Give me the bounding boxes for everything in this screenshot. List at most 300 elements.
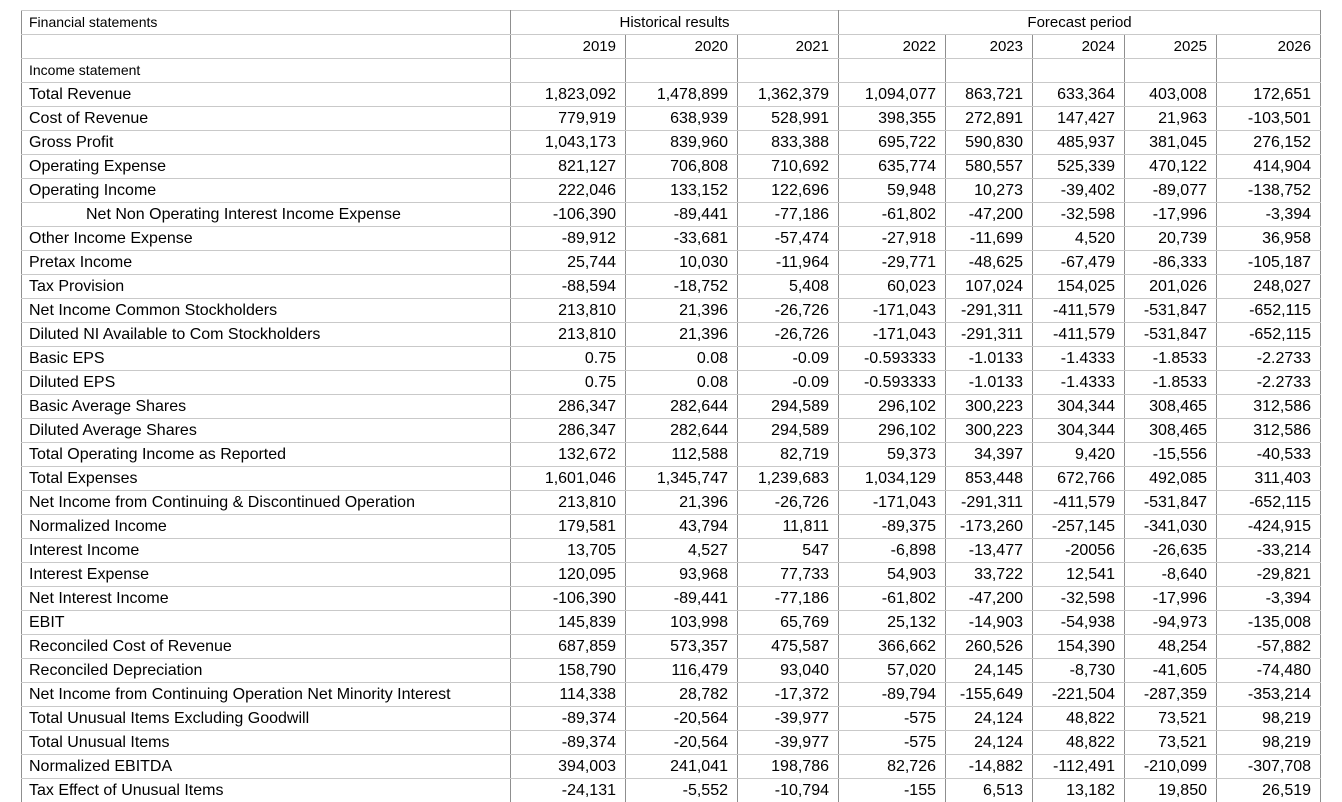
row-label: Normalized Income [22, 515, 511, 539]
table-row [22, 539, 1321, 563]
value-cell: 21,396 [626, 299, 738, 323]
table-row [22, 275, 1321, 299]
value-cell: 12,541 [1033, 563, 1125, 587]
value-cell: 672,766 [1033, 467, 1125, 491]
value-cell: 1,034,129 [839, 467, 946, 491]
value-cell: -8,640 [1125, 563, 1217, 587]
value-cell: 0.08 [626, 371, 738, 395]
value-cell: -291,311 [946, 299, 1033, 323]
row-label: Interest Income [22, 539, 511, 563]
value-cell: -14,882 [946, 755, 1033, 779]
value-cell: 282,644 [626, 419, 738, 443]
row-label: Pretax Income [22, 251, 511, 275]
value-cell: -2.2733 [1217, 371, 1321, 395]
value-cell: 24,124 [946, 707, 1033, 731]
value-cell: 132,672 [511, 443, 626, 467]
value-cell: 21,963 [1125, 107, 1217, 131]
value-cell: -652,115 [1217, 299, 1321, 323]
table-row [22, 683, 1321, 707]
value-cell: 77,733 [738, 563, 839, 587]
value-cell: 0.75 [511, 371, 626, 395]
value-cell: -112,491 [1033, 755, 1125, 779]
value-cell: 1,345,747 [626, 467, 738, 491]
value-cell: -39,977 [738, 731, 839, 755]
value-cell: 470,122 [1125, 155, 1217, 179]
value-cell: 414,904 [1217, 155, 1321, 179]
value-cell: 36,958 [1217, 227, 1321, 251]
table-row [22, 395, 1321, 419]
value-cell: -0.09 [738, 371, 839, 395]
value-cell: 5,408 [738, 275, 839, 299]
table-row [22, 155, 1321, 179]
corner-empty-cell [22, 35, 511, 59]
value-cell: 304,344 [1033, 395, 1125, 419]
table-row [22, 323, 1321, 347]
table-row [22, 443, 1321, 467]
value-cell: -138,752 [1217, 179, 1321, 203]
value-cell: 24,124 [946, 731, 1033, 755]
value-cell: 201,026 [1125, 275, 1217, 299]
row-label: Basic Average Shares [22, 395, 511, 419]
value-cell: 222,046 [511, 179, 626, 203]
value-cell: -1.4333 [1033, 347, 1125, 371]
value-cell: 706,808 [626, 155, 738, 179]
table-row [22, 707, 1321, 731]
value-cell: 525,339 [1033, 155, 1125, 179]
value-cell: 635,774 [839, 155, 946, 179]
value-cell: -341,030 [1125, 515, 1217, 539]
value-cell: -89,794 [839, 683, 946, 707]
value-cell: 633,364 [1033, 83, 1125, 107]
row-label: Diluted NI Available to Com Stockholders [22, 323, 511, 347]
value-cell: 695,722 [839, 131, 946, 155]
value-cell: 1,043,173 [511, 131, 626, 155]
value-cell: 107,024 [946, 275, 1033, 299]
value-cell: -11,699 [946, 227, 1033, 251]
value-cell: 20,739 [1125, 227, 1217, 251]
value-cell: -20,564 [626, 707, 738, 731]
table-row [22, 179, 1321, 203]
value-cell: -287,359 [1125, 683, 1217, 707]
value-cell: 48,822 [1033, 731, 1125, 755]
value-cell: 1,239,683 [738, 467, 839, 491]
value-cell: 547 [738, 539, 839, 563]
table-title: Financial statements [22, 11, 511, 35]
value-cell: -89,375 [839, 515, 946, 539]
row-label: Net Income Common Stockholders [22, 299, 511, 323]
value-cell: -10,794 [738, 779, 839, 802]
historical-results-group-header: Historical results [511, 11, 839, 35]
row-label: Normalized EBITDA [22, 755, 511, 779]
table-row [22, 419, 1321, 443]
value-cell: 294,589 [738, 395, 839, 419]
value-cell: -155,649 [946, 683, 1033, 707]
value-cell: -652,115 [1217, 491, 1321, 515]
value-cell: -221,504 [1033, 683, 1125, 707]
value-cell: 403,008 [1125, 83, 1217, 107]
table-row [22, 515, 1321, 539]
table-row [22, 731, 1321, 755]
value-cell: 198,786 [738, 755, 839, 779]
forecast-period-group-header: Forecast period [839, 11, 1321, 35]
value-cell: 25,744 [511, 251, 626, 275]
value-cell: -77,186 [738, 203, 839, 227]
value-cell: -39,402 [1033, 179, 1125, 203]
value-cell: 381,045 [1125, 131, 1217, 155]
value-cell: -54,938 [1033, 611, 1125, 635]
value-cell: -411,579 [1033, 323, 1125, 347]
value-cell: 48,822 [1033, 707, 1125, 731]
value-cell: -47,200 [946, 587, 1033, 611]
table-row [22, 83, 1321, 107]
value-cell: 304,344 [1033, 419, 1125, 443]
value-cell: 1,601,046 [511, 467, 626, 491]
value-cell: 863,721 [946, 83, 1033, 107]
value-cell: -74,480 [1217, 659, 1321, 683]
value-cell: 116,479 [626, 659, 738, 683]
value-cell: 1,362,379 [738, 83, 839, 107]
value-cell: 147,427 [1033, 107, 1125, 131]
table-row [22, 659, 1321, 683]
value-cell: -61,802 [839, 587, 946, 611]
value-cell: 73,521 [1125, 731, 1217, 755]
value-cell: 57,020 [839, 659, 946, 683]
value-cell: -89,374 [511, 731, 626, 755]
value-cell: -652,115 [1217, 323, 1321, 347]
value-cell: -88,594 [511, 275, 626, 299]
value-cell: -531,847 [1125, 491, 1217, 515]
value-cell: -27,918 [839, 227, 946, 251]
value-cell: -47,200 [946, 203, 1033, 227]
value-cell: -531,847 [1125, 323, 1217, 347]
value-cell: 1,823,092 [511, 83, 626, 107]
value-cell: -24,131 [511, 779, 626, 802]
value-cell: 0.08 [626, 347, 738, 371]
row-label: Net Income from Continuing Operation Net Minority Interest [22, 683, 511, 707]
value-cell: -17,372 [738, 683, 839, 707]
value-cell: 248,027 [1217, 275, 1321, 299]
empty-cell [738, 59, 839, 83]
value-cell: 485,937 [1033, 131, 1125, 155]
value-cell: -135,008 [1217, 611, 1321, 635]
value-cell: -57,882 [1217, 635, 1321, 659]
value-cell: -13,477 [946, 539, 1033, 563]
value-cell: 154,025 [1033, 275, 1125, 299]
value-cell: 366,662 [839, 635, 946, 659]
value-cell: 1,094,077 [839, 83, 946, 107]
value-cell: 33,722 [946, 563, 1033, 587]
value-cell: 21,396 [626, 491, 738, 515]
value-cell: 122,696 [738, 179, 839, 203]
table-row [22, 203, 1321, 227]
section-title: Income statement [22, 59, 511, 83]
value-cell: 286,347 [511, 395, 626, 419]
value-cell: 11,811 [738, 515, 839, 539]
value-cell: -26,726 [738, 299, 839, 323]
value-cell: 276,152 [1217, 131, 1321, 155]
value-cell: -29,771 [839, 251, 946, 275]
value-cell: 54,903 [839, 563, 946, 587]
group-header-row [22, 11, 1321, 35]
row-label: Total Revenue [22, 83, 511, 107]
value-cell: -8,730 [1033, 659, 1125, 683]
value-cell: 98,219 [1217, 707, 1321, 731]
value-cell: 98,219 [1217, 731, 1321, 755]
value-cell: 573,357 [626, 635, 738, 659]
value-cell: -171,043 [839, 491, 946, 515]
value-cell: -1.8533 [1125, 371, 1217, 395]
empty-cell [626, 59, 738, 83]
row-label: Total Expenses [22, 467, 511, 491]
value-cell: 10,030 [626, 251, 738, 275]
value-cell: -411,579 [1033, 299, 1125, 323]
row-label: Basic EPS [22, 347, 511, 371]
value-cell: 312,586 [1217, 395, 1321, 419]
row-label: Reconciled Cost of Revenue [22, 635, 511, 659]
value-cell: -89,441 [626, 587, 738, 611]
table-header [22, 11, 1321, 83]
value-cell: -20056 [1033, 539, 1125, 563]
value-cell: 24,145 [946, 659, 1033, 683]
value-cell: -575 [839, 707, 946, 731]
value-cell: -48,625 [946, 251, 1033, 275]
value-cell: 528,991 [738, 107, 839, 131]
value-cell: 48,254 [1125, 635, 1217, 659]
table-row [22, 755, 1321, 779]
value-cell: 112,588 [626, 443, 738, 467]
value-cell: 839,960 [626, 131, 738, 155]
row-label: Operating Expense [22, 155, 511, 179]
year-header-row [22, 35, 1321, 59]
value-cell: 475,587 [738, 635, 839, 659]
value-cell: -26,726 [738, 491, 839, 515]
value-cell: -173,260 [946, 515, 1033, 539]
value-cell: 9,420 [1033, 443, 1125, 467]
value-cell: -17,996 [1125, 203, 1217, 227]
value-cell: 0.75 [511, 347, 626, 371]
value-cell: -3,394 [1217, 587, 1321, 611]
value-cell: 821,127 [511, 155, 626, 179]
value-cell: 179,581 [511, 515, 626, 539]
table-row [22, 563, 1321, 587]
value-cell: -307,708 [1217, 755, 1321, 779]
value-cell: -89,077 [1125, 179, 1217, 203]
year-header-2020: 2020 [626, 35, 738, 59]
year-header-2023: 2023 [946, 35, 1033, 59]
value-cell: 687,859 [511, 635, 626, 659]
row-label: Cost of Revenue [22, 107, 511, 131]
value-cell: 296,102 [839, 419, 946, 443]
value-cell: -105,187 [1217, 251, 1321, 275]
table-row [22, 299, 1321, 323]
value-cell: -17,996 [1125, 587, 1217, 611]
year-header-2021: 2021 [738, 35, 839, 59]
row-label: Net Income from Continuing & Discontinued Operation [22, 491, 511, 515]
table-row [22, 347, 1321, 371]
empty-cell [1125, 59, 1217, 83]
value-cell: -1.0133 [946, 371, 1033, 395]
value-cell: -14,903 [946, 611, 1033, 635]
value-cell: -2.2733 [1217, 347, 1321, 371]
value-cell: 308,465 [1125, 395, 1217, 419]
row-label: Net Interest Income [22, 587, 511, 611]
value-cell: -106,390 [511, 203, 626, 227]
row-label: Gross Profit [22, 131, 511, 155]
value-cell: -575 [839, 731, 946, 755]
value-cell: -89,441 [626, 203, 738, 227]
value-cell: 19,850 [1125, 779, 1217, 802]
value-cell: 300,223 [946, 419, 1033, 443]
value-cell: 241,041 [626, 755, 738, 779]
value-cell: -40,533 [1217, 443, 1321, 467]
value-cell: 286,347 [511, 419, 626, 443]
value-cell: 59,373 [839, 443, 946, 467]
value-cell: 853,448 [946, 467, 1033, 491]
table-row [22, 635, 1321, 659]
empty-cell [946, 59, 1033, 83]
table-body [22, 83, 1321, 802]
empty-cell [1217, 59, 1321, 83]
row-label: Tax Effect of Unusual Items [22, 779, 511, 802]
empty-cell [1033, 59, 1125, 83]
value-cell: -210,099 [1125, 755, 1217, 779]
value-cell: 103,998 [626, 611, 738, 635]
value-cell: 4,527 [626, 539, 738, 563]
value-cell: 158,790 [511, 659, 626, 683]
table-row [22, 467, 1321, 491]
value-cell: 114,338 [511, 683, 626, 707]
value-cell: -89,374 [511, 707, 626, 731]
row-label: Diluted Average Shares [22, 419, 511, 443]
value-cell: -531,847 [1125, 299, 1217, 323]
value-cell: 294,589 [738, 419, 839, 443]
table-row [22, 611, 1321, 635]
value-cell: 296,102 [839, 395, 946, 419]
value-cell: 260,526 [946, 635, 1033, 659]
value-cell: -94,973 [1125, 611, 1217, 635]
value-cell: 1,478,899 [626, 83, 738, 107]
value-cell: 21,396 [626, 323, 738, 347]
row-label: Interest Expense [22, 563, 511, 587]
value-cell: 492,085 [1125, 467, 1217, 491]
value-cell: 82,719 [738, 443, 839, 467]
value-cell: 213,810 [511, 491, 626, 515]
value-cell: -291,311 [946, 491, 1033, 515]
value-cell: 312,586 [1217, 419, 1321, 443]
value-cell: 60,023 [839, 275, 946, 299]
value-cell: -18,752 [626, 275, 738, 299]
value-cell: 311,403 [1217, 467, 1321, 491]
value-cell: 779,919 [511, 107, 626, 131]
value-cell: -155 [839, 779, 946, 802]
value-cell: 213,810 [511, 323, 626, 347]
value-cell: 833,388 [738, 131, 839, 155]
value-cell: 4,520 [1033, 227, 1125, 251]
table-row [22, 587, 1321, 611]
value-cell: -411,579 [1033, 491, 1125, 515]
row-label: Net Non Operating Interest Income Expense [22, 203, 511, 227]
year-header-2024: 2024 [1033, 35, 1125, 59]
value-cell: -6,898 [839, 539, 946, 563]
value-cell: 13,182 [1033, 779, 1125, 802]
value-cell: -3,394 [1217, 203, 1321, 227]
value-cell: 710,692 [738, 155, 839, 179]
value-cell: 34,397 [946, 443, 1033, 467]
row-label: Other Income Expense [22, 227, 511, 251]
value-cell: -0.09 [738, 347, 839, 371]
value-cell: 145,839 [511, 611, 626, 635]
value-cell: -61,802 [839, 203, 946, 227]
empty-cell [839, 59, 946, 83]
table-row [22, 227, 1321, 251]
value-cell: 28,782 [626, 683, 738, 707]
row-label: Diluted EPS [22, 371, 511, 395]
section-header-row [22, 59, 1321, 83]
empty-cell [511, 59, 626, 83]
row-label: Total Operating Income as Reported [22, 443, 511, 467]
value-cell: -26,726 [738, 323, 839, 347]
value-cell: 13,705 [511, 539, 626, 563]
value-cell: -1.8533 [1125, 347, 1217, 371]
row-label: Total Unusual Items Excluding Goodwill [22, 707, 511, 731]
value-cell: 120,095 [511, 563, 626, 587]
value-cell: 59,948 [839, 179, 946, 203]
value-cell: -257,145 [1033, 515, 1125, 539]
value-cell: 10,273 [946, 179, 1033, 203]
value-cell: -32,598 [1033, 587, 1125, 611]
value-cell: 73,521 [1125, 707, 1217, 731]
row-label: Reconciled Depreciation [22, 659, 511, 683]
value-cell: 172,651 [1217, 83, 1321, 107]
value-cell: -171,043 [839, 323, 946, 347]
table-row [22, 779, 1321, 802]
year-header-2019: 2019 [511, 35, 626, 59]
value-cell: -0.593333 [839, 347, 946, 371]
year-header-2026: 2026 [1217, 35, 1321, 59]
value-cell: 82,726 [839, 755, 946, 779]
value-cell: 133,152 [626, 179, 738, 203]
table-row [22, 131, 1321, 155]
value-cell: -86,333 [1125, 251, 1217, 275]
table-row [22, 491, 1321, 515]
year-header-2022: 2022 [839, 35, 946, 59]
value-cell: 213,810 [511, 299, 626, 323]
value-cell: 43,794 [626, 515, 738, 539]
value-cell: -32,598 [1033, 203, 1125, 227]
value-cell: 580,557 [946, 155, 1033, 179]
value-cell: -26,635 [1125, 539, 1217, 563]
value-cell: 282,644 [626, 395, 738, 419]
value-cell: -171,043 [839, 299, 946, 323]
value-cell: -291,311 [946, 323, 1033, 347]
value-cell: -20,564 [626, 731, 738, 755]
value-cell: 25,132 [839, 611, 946, 635]
row-label: Operating Income [22, 179, 511, 203]
value-cell: 590,830 [946, 131, 1033, 155]
value-cell: 6,513 [946, 779, 1033, 802]
row-label: Tax Provision [22, 275, 511, 299]
table-row [22, 251, 1321, 275]
value-cell: -29,821 [1217, 563, 1321, 587]
value-cell: -77,186 [738, 587, 839, 611]
value-cell: -89,912 [511, 227, 626, 251]
value-cell: 308,465 [1125, 419, 1217, 443]
value-cell: -424,915 [1217, 515, 1321, 539]
value-cell: -1.0133 [946, 347, 1033, 371]
value-cell: -33,214 [1217, 539, 1321, 563]
value-cell: 65,769 [738, 611, 839, 635]
value-cell: 398,355 [839, 107, 946, 131]
